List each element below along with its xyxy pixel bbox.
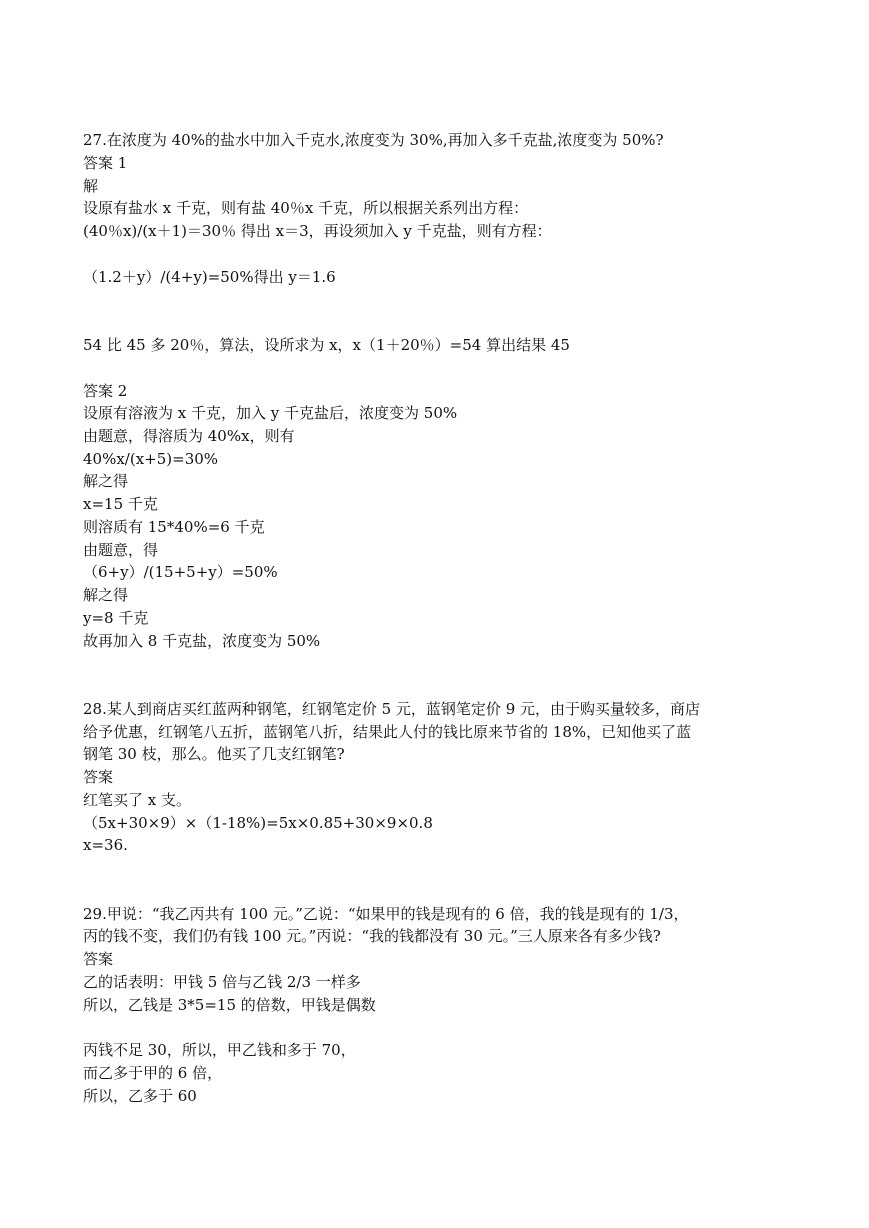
q28-question-line3: 钢笔 30 枝，那么。他买了几支红钢笔?	[83, 745, 345, 763]
q29-answer-line2: 所以，乙钱是 3*5=15 的倍数，甲钱是偶数	[83, 996, 376, 1014]
q29-answer-line5: 所以，乙多于 60	[83, 1087, 197, 1105]
q27-answer2-line5: x=15 千克	[83, 495, 158, 513]
q29-answer-heading: 答案	[83, 950, 114, 968]
q29-question-line2: 丙的钱不变，我们仍有钱 100 元。”丙说：“我的钱都没有 30 元。”三人原来各有多少钱?	[83, 927, 661, 945]
q27-answer2-line10: y=8 千克	[83, 609, 149, 627]
q27-answer1-heading: 答案 1	[83, 154, 128, 172]
q27-answer2-line11: 故再加入 8 千克盐，浓度变为 50%	[83, 632, 321, 650]
q28-answer-line2: （5x+30×9）×（1-18%)=5x×0.85+30×9×0.8	[83, 814, 433, 832]
q27-solution-label: 解	[83, 177, 99, 195]
q29-question-line1: 29.甲说：“我乙丙共有 100 元。”乙说：“如果甲的钱是现有的 6 倍，我的钱是现有的 1/3，	[83, 905, 689, 923]
q27-answer1-line2: (40％x)/(x＋1)＝30％ 得出 x＝3，再设须加入 y 千克盐，则有方程：	[83, 222, 552, 240]
q28-question-line1: 28.某人到商店买红蓝两种钢笔，红钢笔定价 5 元，蓝钢笔定价 9 元，由于购买量较多，商店	[83, 700, 701, 718]
q27-answer2-line7: 由题意，得	[83, 541, 159, 559]
q29-answer-line4: 而乙多于甲的 6 倍，	[83, 1064, 223, 1082]
q28-answer-line3: x=36.	[83, 836, 128, 854]
q27-answer2-line3: 40%x/(x+5)=30%	[83, 450, 219, 468]
q27-answer2-line8: （6+y）/(15+5+y）=50%	[83, 563, 278, 581]
q27-answer1-line1: 设原有盐水 x 千克，则有盐 40％x 千克，所以根据关系列出方程：	[83, 199, 529, 217]
q28-question-line2: 给予优惠，红钢笔八五折，蓝钢笔八折，结果此人付的钱比原来节省的 18%，已知他买了蓝	[83, 723, 692, 741]
q27-side-note: 54 比 45 多 20％，算法，设所求为 x，x（1＋20％）=54 算出结果 45	[83, 336, 570, 354]
q27-answer2-line1: 设原有溶液为 x 千克，加入 y 千克盐后，浓度变为 50%	[83, 404, 458, 422]
q27-answer2-line2: 由题意，得溶质为 40%x，则有	[83, 427, 295, 445]
q27-answer2-line9: 解之得	[83, 586, 129, 604]
q29-answer-line3: 丙钱不足 30，所以，甲乙钱和多于 70，	[83, 1041, 356, 1059]
q27-answer2-heading: 答案 2	[83, 382, 128, 400]
q27-answer2-line4: 解之得	[83, 472, 129, 490]
q27-answer1-line3: （1.2＋y）/(4+y)=50%得出 y＝1.6	[83, 268, 336, 286]
q27-question: 27.在浓度为 40%的盐水中加入千克水,浓度变为 30%,再加入多千克盐,浓度变为 50%?	[83, 131, 664, 149]
q28-answer-heading: 答案	[83, 768, 114, 786]
q27-answer2-line6: 则溶质有 15*40%=6 千克	[83, 518, 265, 536]
q28-answer-line1: 红笔买了 x 支。	[83, 791, 191, 809]
q29-answer-line1: 乙的话表明：甲钱 5 倍与乙钱 2/3 一样多	[83, 973, 361, 991]
